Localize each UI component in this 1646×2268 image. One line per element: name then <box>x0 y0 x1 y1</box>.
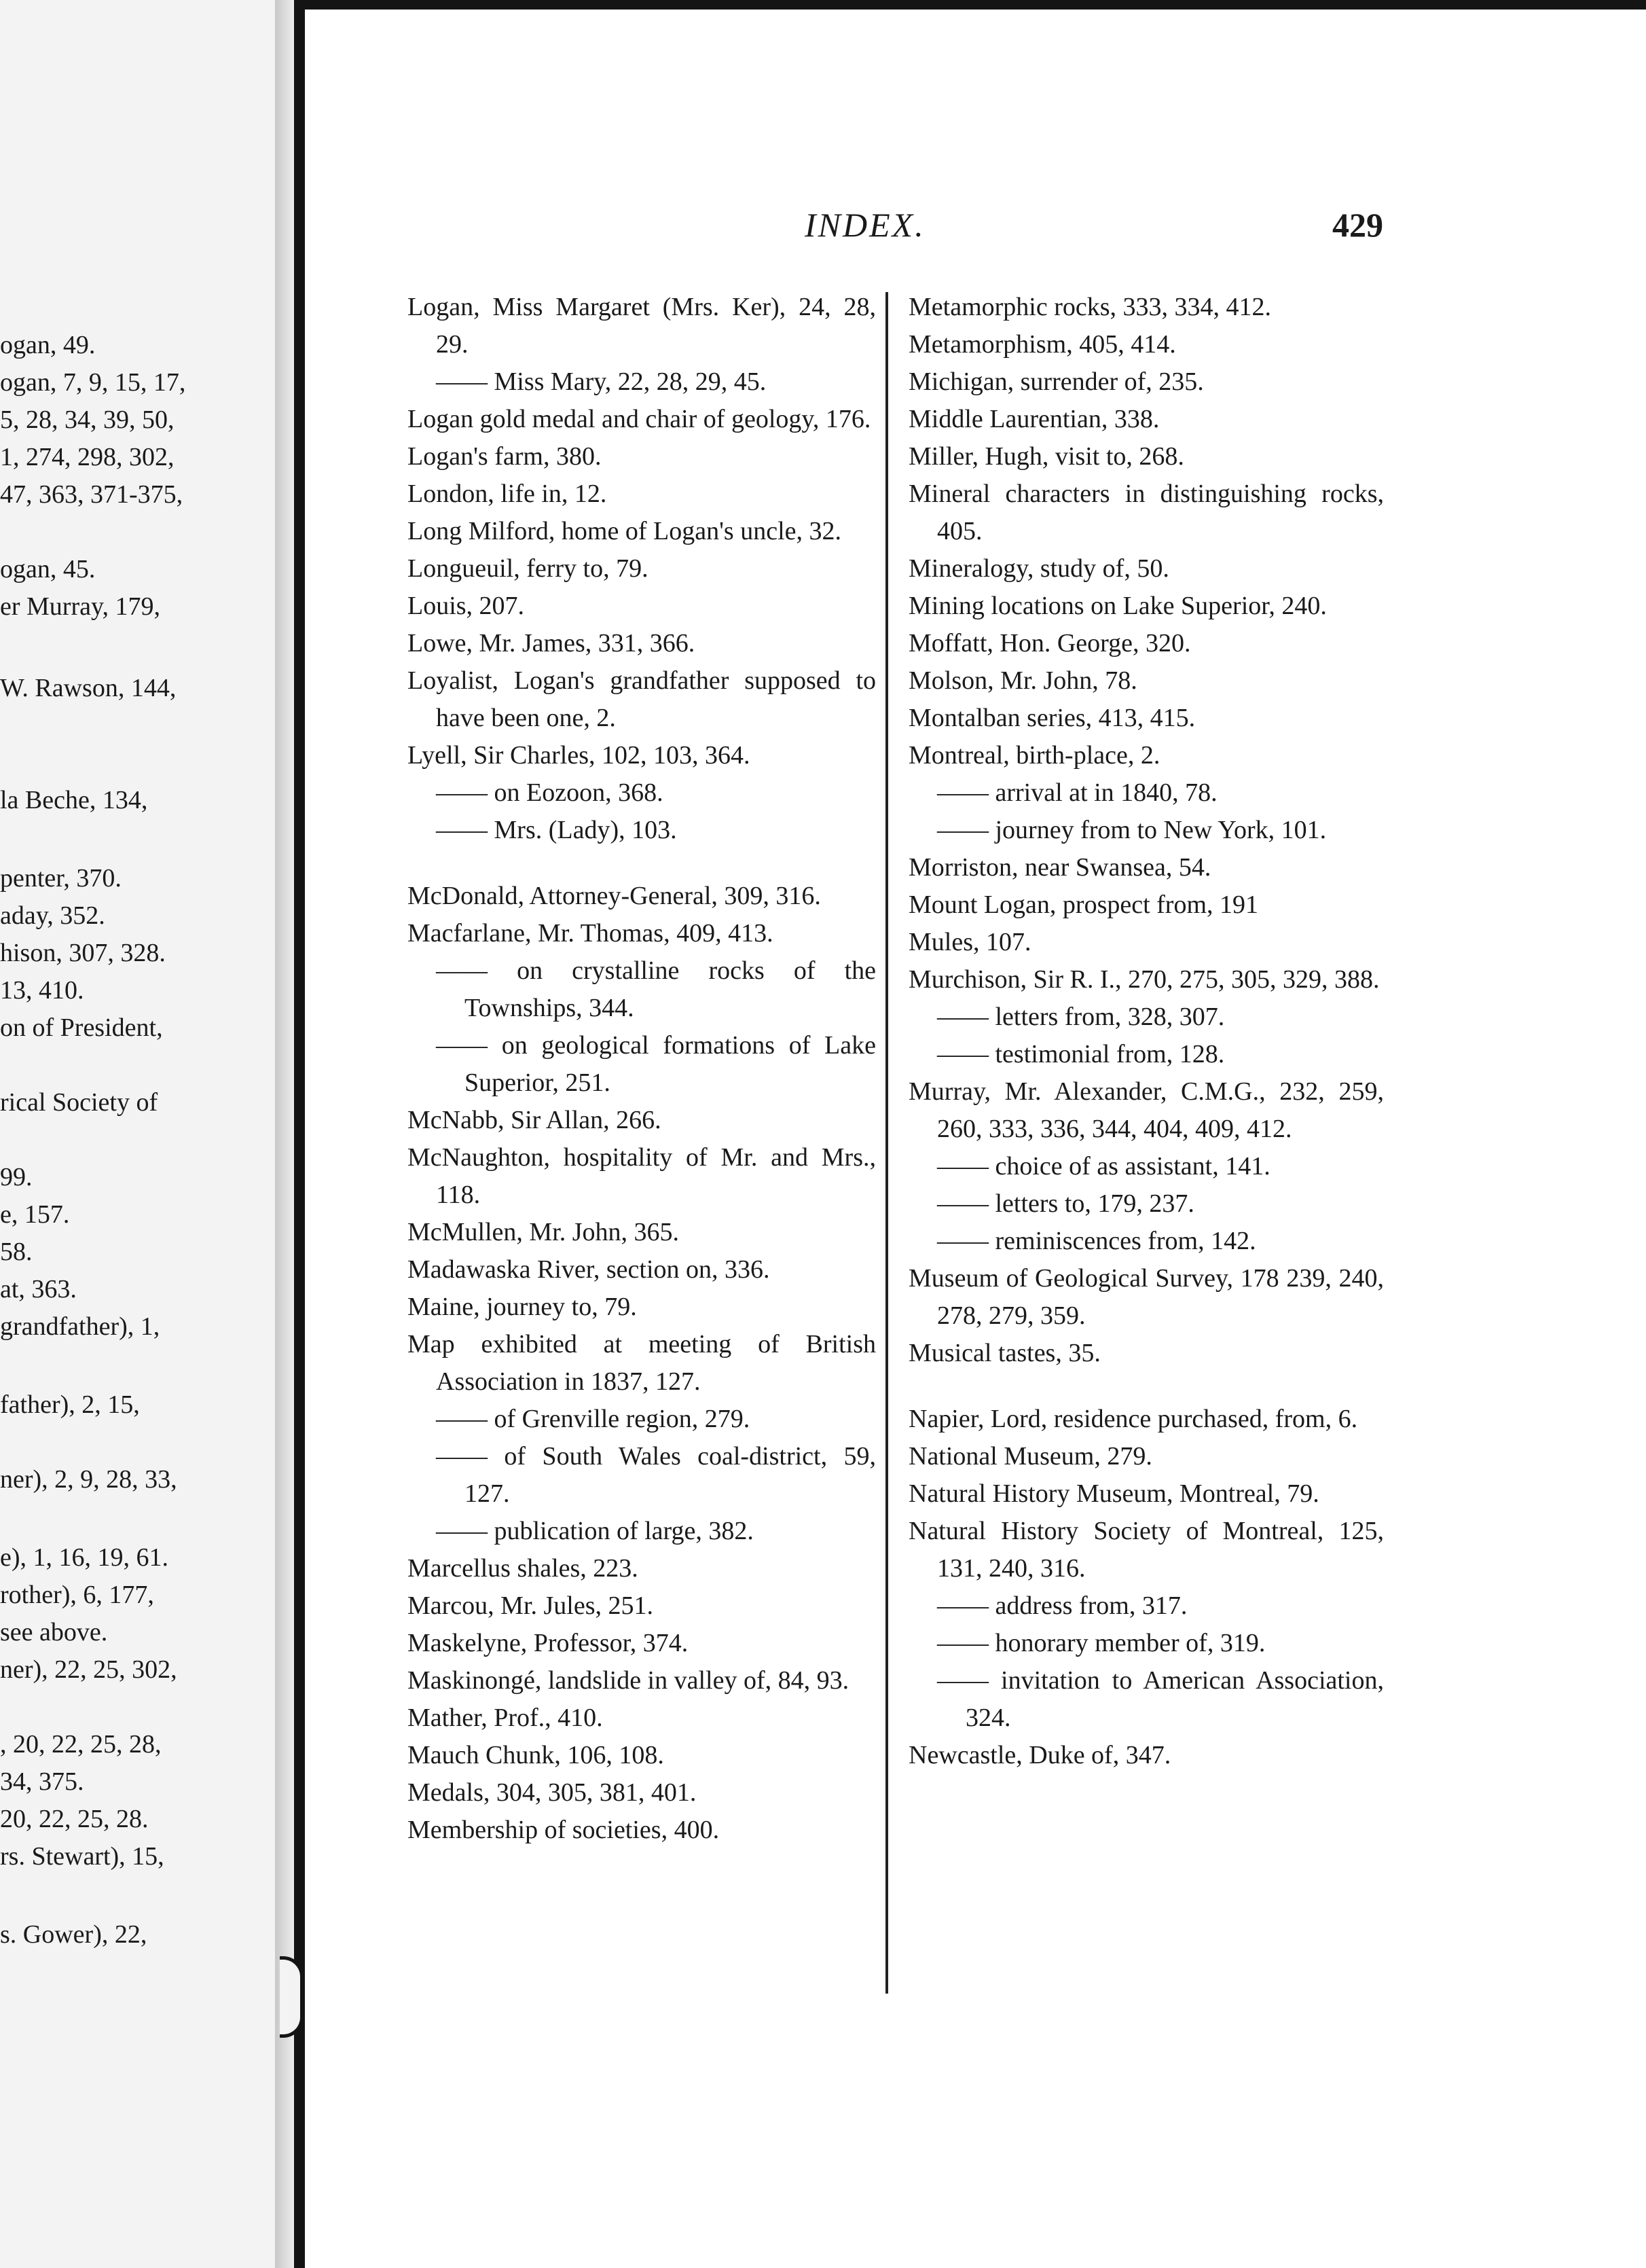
spine-notch <box>280 1956 304 2038</box>
index-subentry: —— publication of large, 382. <box>436 1517 754 1545</box>
index-entry: Molson, Mr. John, 78. <box>909 666 1137 695</box>
index-entry: Louis, 207. <box>407 592 525 620</box>
left-page-line: on of President, <box>0 1013 163 1042</box>
index-entry: Longueuil, ferry to, 79. <box>407 554 648 583</box>
index-entry: Newcastle, Duke of, 347. <box>909 1741 1171 1769</box>
left-page-line: e), 1, 16, 19, 61. <box>0 1543 169 1572</box>
left-page-line: , 20, 22, 25, 28, <box>0 1730 162 1759</box>
page-number: 429 <box>1332 206 1383 244</box>
index-subentry: —— on geological formations of Lake Superior, 251. <box>436 1031 876 1097</box>
column-divider <box>885 292 888 1994</box>
index-entry: McNabb, Sir Allan, 266. <box>407 1106 661 1134</box>
index-entry: Musical tastes, 35. <box>909 1339 1101 1367</box>
index-subentry: —— of South Wales coal-district, 59, 127. <box>436 1442 876 1508</box>
index-subentry: —— invitation to American Association, 324. <box>937 1666 1384 1732</box>
index-entry: Montreal, birth-place, 2. <box>909 741 1160 770</box>
left-page-fragment <box>0 0 304 2268</box>
index-entry: National Museum, 279. <box>909 1442 1152 1471</box>
left-page-line: rical Society of <box>0 1088 158 1117</box>
left-page-line: father), 2, 15, <box>0 1390 140 1419</box>
left-page-line: 13, 410. <box>0 976 84 1005</box>
index-entry: Napier, Lord, residence purchased, from, 6. <box>909 1405 1358 1433</box>
index-entry: Miller, Hugh, visit to, 268. <box>909 442 1184 471</box>
index-entry: Middle Laurentian, 338. <box>909 405 1160 433</box>
index-subentry: —— on Eozoon, 368. <box>436 778 663 807</box>
index-entry: Mauch Chunk, 106, 108. <box>407 1741 664 1769</box>
index-entry: McDonald, Attorney-General, 309, 316. <box>407 882 821 910</box>
left-page-line: 58. <box>0 1238 33 1266</box>
index-subentry: —— reminiscences from, 142. <box>937 1227 1256 1255</box>
index-subentry: —— honorary member of, 319. <box>937 1629 1266 1657</box>
left-page-line: e, 157. <box>0 1200 70 1229</box>
index-subentry: —— of Grenville region, 279. <box>436 1405 750 1433</box>
index-entry: Michigan, surrender of, 235. <box>909 367 1204 396</box>
index-column-left <box>407 289 876 1849</box>
left-page-line: ogan, 49. <box>0 331 96 359</box>
index-entry: Long Milford, home of Logan's uncle, 32. <box>407 517 842 545</box>
book-spine <box>294 0 305 2268</box>
left-page-line: ogan, 45. <box>0 555 96 583</box>
index-subentry: —— journey from to New York, 101. <box>937 816 1327 844</box>
left-page-line: er Murray, 179, <box>0 592 161 621</box>
left-page-line: 47, 363, 371-375, <box>0 480 183 509</box>
left-page-line: 34, 375. <box>0 1767 84 1796</box>
left-page-line: at, 363. <box>0 1275 77 1303</box>
left-page-line: see above. <box>0 1618 108 1646</box>
index-entry: Mineral characters in distinguishing rocks, 405. <box>909 480 1384 545</box>
left-page-line: rother), 6, 177, <box>0 1581 154 1609</box>
index-entry: Maine, journey to, 79. <box>407 1293 637 1321</box>
index-entry: McNaughton, hospitality of Mr. and Mrs., 118. <box>407 1143 876 1209</box>
index-entry: Logan gold medal and chair of geology, 176. <box>407 405 871 433</box>
index-entry: Metamorphism, 405, 414. <box>909 330 1176 359</box>
left-page-line: 99. <box>0 1163 33 1191</box>
index-entry: Maskelyne, Professor, 374. <box>407 1629 689 1657</box>
index-entry: Montalban series, 413, 415. <box>909 704 1196 732</box>
index-entry: Maskinongé, landslide in valley of, 84, 93. <box>407 1666 849 1695</box>
index-entry: Natural History Society of Montreal, 125, 131, 240, 316. <box>909 1517 1384 1583</box>
letter-section-gap <box>407 849 876 878</box>
left-page-line: W. Rawson, 144, <box>0 674 177 702</box>
left-page-line: grandfather), 1, <box>0 1312 160 1341</box>
left-page-line: la Beche, 134, <box>0 786 148 814</box>
left-page-line: rs. Stewart), 15, <box>0 1842 164 1871</box>
index-entry: Moffatt, Hon. George, 320. <box>909 629 1191 658</box>
index-subentry: —— Mrs. (Lady), 103. <box>436 816 677 844</box>
index-subentry: —— testimonial from, 128. <box>937 1040 1225 1068</box>
index-entry: Marcou, Mr. Jules, 251. <box>407 1591 654 1620</box>
index-entry: Mules, 107. <box>909 928 1031 956</box>
index-subentry: —— letters from, 328, 307. <box>937 1003 1225 1031</box>
left-page-line: ner), 22, 25, 302, <box>0 1655 177 1684</box>
index-entry: Map exhibited at meeting of British Association in 1837, 127. <box>407 1330 876 1396</box>
index-subentry: —— on crystalline rocks of the Townships, 344. <box>436 956 876 1022</box>
index-subentry: —— address from, 317. <box>937 1591 1188 1620</box>
index-entry: Macfarlane, Mr. Thomas, 409, 413. <box>407 919 773 948</box>
index-entry: Madawaska River, section on, 336. <box>407 1255 770 1284</box>
index-entry: Marcellus shales, 223. <box>407 1554 638 1583</box>
index-subentry: —— choice of as assistant, 141. <box>937 1152 1270 1181</box>
index-entry: Loyalist, Logan's grandfather supposed to have been one, 2. <box>407 666 876 732</box>
index-column-right <box>909 289 1384 1774</box>
page-title: INDEX. <box>805 206 926 244</box>
index-entry: Murchison, Sir R. I., 270, 275, 305, 329, 388. <box>909 965 1380 994</box>
left-page-line: penter, 370. <box>0 864 122 893</box>
index-entry: London, life in, 12. <box>407 480 607 508</box>
index-entry: Mount Logan, prospect from, 191 <box>909 890 1259 919</box>
index-entry: Morriston, near Swansea, 54. <box>909 853 1211 882</box>
index-entry: McMullen, Mr. John, 365. <box>407 1218 680 1246</box>
index-entry: Natural History Museum, Montreal, 79. <box>909 1479 1319 1508</box>
index-entry: Museum of Geological Survey, 178 239, 240, 278, 279, 359. <box>909 1264 1384 1330</box>
index-subentry: —— letters to, 179, 237. <box>937 1189 1194 1218</box>
letter-section-gap <box>909 1372 1384 1401</box>
left-page-line: s. Gower), 22, <box>0 1920 147 1949</box>
index-entry: Lowe, Mr. James, 331, 366. <box>407 629 695 658</box>
index-entry: Mining locations on Lake Superior, 240. <box>909 592 1327 620</box>
index-entry: Murray, Mr. Alexander, C.M.G., 232, 259, 260, 333, 336, 344, 404, 409, 412. <box>909 1077 1384 1143</box>
index-entry: Lyell, Sir Charles, 102, 103, 364. <box>407 741 750 770</box>
left-page-line: 5, 28, 34, 39, 50, <box>0 406 175 434</box>
index-entry: Logan's farm, 380. <box>407 442 602 471</box>
left-page-line: hison, 307, 328. <box>0 939 166 967</box>
top-edge-rule <box>305 0 1646 10</box>
index-subentry: —— arrival at in 1840, 78. <box>937 778 1218 807</box>
left-page-line: 20, 22, 25, 28. <box>0 1805 149 1833</box>
left-page-line: 1, 274, 298, 302, <box>0 443 175 471</box>
index-entry: Mather, Prof., 410. <box>407 1704 603 1732</box>
index-subentry: —— Miss Mary, 22, 28, 29, 45. <box>436 367 767 396</box>
index-entry: Membership of societies, 400. <box>407 1816 720 1844</box>
index-entry: Mineralogy, study of, 50. <box>909 554 1169 583</box>
index-entry: Medals, 304, 305, 381, 401. <box>407 1778 697 1807</box>
index-entry: Metamorphic rocks, 333, 334, 412. <box>909 293 1272 321</box>
index-entry: Logan, Miss Margaret (Mrs. Ker), 24, 28, 29. <box>407 293 876 359</box>
left-page-line: ogan, 7, 9, 15, 17, <box>0 368 186 397</box>
left-page-line: ner), 2, 9, 28, 33, <box>0 1465 177 1494</box>
left-page-line: aday, 352. <box>0 901 105 930</box>
